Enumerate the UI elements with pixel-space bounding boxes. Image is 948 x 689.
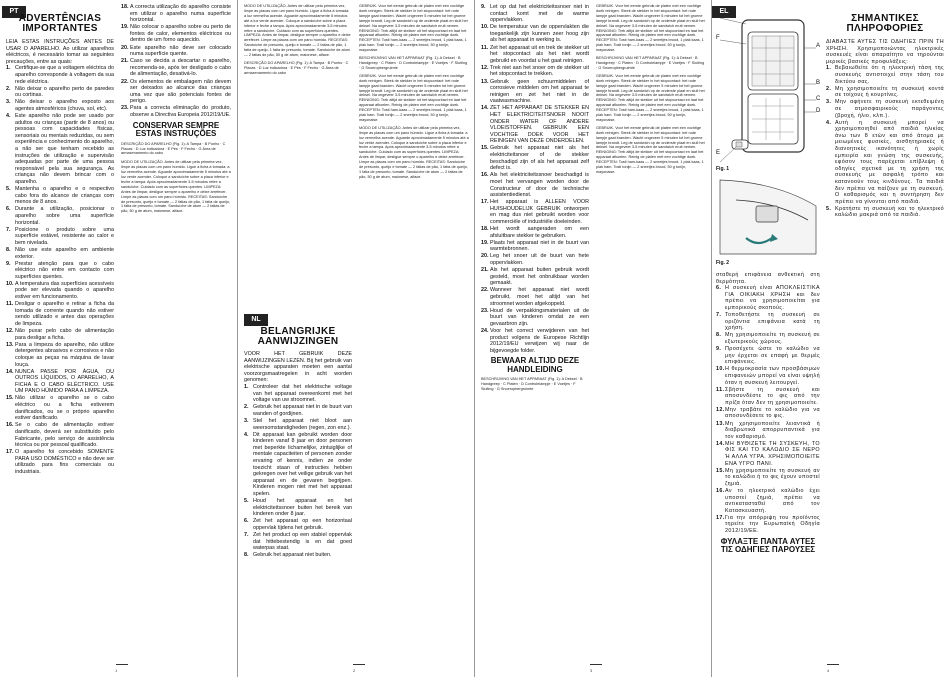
item-number: 24. (481, 328, 489, 334)
item-number: 13. (6, 341, 14, 348)
list-item (6, 247, 114, 260)
warnings-list (826, 65, 944, 219)
list-item (481, 24, 589, 44)
list-item (716, 285, 820, 311)
item-text: Este aparelho não deve ser colocado numa superfície quente. (130, 44, 231, 58)
list-item (716, 468, 820, 488)
callout-a: A (816, 43, 821, 49)
list-item (481, 172, 589, 198)
usage-text-3: MODO DE UTILIZAÇÃO. Antes de utilizar pela primeira vez, limpe as placas com um pano húmido. Ligue a ficha à tomada: a luz vermelha acende. Aguarde aproximadamente 5 minutos até a luz verde acender. Coloque a sanduíche sobre a placa inferior e feche a tampa. Após aproximadamente 3-5 minutos retire a sanduíche. Cuidado com as superfícies quentes. LIMPEZA: Antes de limpar, desligue sempre o aparelho e deixe arrefecer. Limpe as placas com um pano húmido. RECEITAS: Sanduíche de presunto, queijo e tomate — 2 fatias de pão, 1 fatia de queijo, 1 fatia de presunto, tomate. Sanduíche de atum — 2 fatias de pão, 50 g de atum, maionese, alface. (359, 125, 469, 179)
item-number: 5. (244, 498, 249, 505)
warnings-list-continued (121, 4, 231, 119)
item-number: 6. (6, 206, 11, 213)
item-number: 14. (6, 368, 14, 375)
item-number: 9. (481, 4, 486, 10)
list-item (481, 287, 589, 307)
item-text: Τοποθετήστε τη συσκευή σε οριζόντια επιφάνεια κατά τη χρήση. (725, 312, 820, 332)
list-item (244, 418, 352, 431)
item-text: Não deixar o aparelho exposto aos agentes atmosféricos (chuva, sol, etc). (15, 99, 114, 112)
item-number: 3. (826, 99, 832, 106)
item-text: Voor het correct verwijderen van het product volgens de Europese Richtlijn 2012/19/EU verwijzen wij naar de bijgevoegde folder. (490, 328, 589, 354)
item-text: Dit apparaat kan gebruikt worden door kinderen vanaf 8 jaar en door personen met beperkte lichamelijke, zintuiglijke of mentale capaciteiten of personen zonder ervaring of kennis, indien ze onder toezicht staan of instructies hebben gekregen over het veilige gebruik van het apparaat en de gevaren begrijpen. Kinderen mogen niet met het apparaat spelen. (253, 431, 352, 497)
page-dutch-2 (475, 0, 712, 677)
item-text: Caso se decida a descartar o aparelho, recomenda-se, após ter desligado o cabo de alimentação, desativá-lo. (130, 58, 231, 78)
list-item (244, 552, 352, 559)
item-number: 4. (244, 431, 249, 438)
figure-1-label: Fig. 1 (716, 166, 730, 172)
list-item (244, 432, 352, 498)
item-number: 21. (481, 267, 489, 274)
usage-text-4: GEBRUIK. Voor het eerste gebruik de platen met een vochtige doek reinigen. Steek de stekker in het stopcontact: het rode lampje gaat branden. Wacht ongeveer 5 minuten tot het groene lampje brandt. Leg de sandwich op de onderste plaat en sluit het deksel. Na ongeveer 3-5 minuten de sandwich eruit nemen. REINIGING: Trek altijd de stekker uit het stopcontact en laat het apparaat afkoelen. Reinig de platen met een vochtige doek. RECEPTEN: Tosti ham-kaas — 2 sneetjes brood, 1 plak kaas, 1 plak ham. Tosti tonijn — 2 sneetjes brood, 50 g tonijn, mayonaise. (596, 125, 705, 174)
item-number: 8. (244, 552, 249, 559)
item-number: 15. (481, 145, 489, 152)
description-text: BESCHRIJVING VAN HET APPARAAT (Fig. 1): A Deksel · B Handgreep · C Platen · D Controlelampje · E Voetjes · F Sluiting · G Snoeropbergruimte (481, 377, 583, 392)
list-item (716, 488, 820, 514)
nl-col-4 (596, 0, 706, 677)
callout-f: F (716, 35, 720, 41)
list-item (481, 308, 589, 328)
item-text: Zet het apparaat uit en trek de stekker uit het stopcontact als het niet wordt gebruikt en voordat u het gaat reinigen. (490, 44, 589, 64)
usage-text-2: BESCHRIJVING VAN HET APPARAAT (Fig. 1): A Deksel · B Handgreep · C Platen · D Controlelampje · E Voetjes · F Sluiting · G Snoeropbergruimte (596, 56, 705, 70)
language-tag: PT (2, 6, 26, 18)
recipe-text-2: DESCRIÇÃO DO APARELHO (Fig. 1): A Tampa · B Punho · C Placas · D Luz indicadora · E Pés · F Fecho · G Área de armazenamento do cabo (244, 60, 349, 75)
item-text: Μην τραβάτε το καλώδιο για να αποσυνδέσετε το φις. (725, 406, 820, 420)
list-item (6, 395, 114, 421)
list-item (6, 186, 114, 206)
language-tag: NL (244, 314, 268, 326)
list-item (481, 199, 589, 225)
item-text: Μη χρησιμοποιείτε τη συσκευή σε εξωτερικούς χώρους. (725, 332, 820, 345)
item-number: 12. (716, 406, 725, 413)
item-number: 3. (244, 417, 249, 424)
item-text: Não deixar o aparelho perto de paredes ou cortinas. (15, 85, 114, 99)
item-text: Para a correcta eliminação do produto, observe a Directiva Europeia 2012/19/UE. (130, 105, 231, 118)
list-item (6, 422, 114, 448)
list-item (481, 79, 589, 105)
list-item (244, 404, 352, 417)
callout-d: D (816, 108, 821, 114)
item-text: A temperatura das superfícies acessíveis pode ser elevada quando o aparelho estiver em funcionamento. (15, 280, 114, 301)
item-number: 9. (6, 260, 11, 267)
continued-text: σταθερή επιφάνεια ανθεκτική στη θερμότητα. (716, 272, 820, 285)
list-item (826, 86, 944, 99)
callout-e: E (716, 150, 721, 156)
list-item (6, 261, 114, 281)
item-text: Zet het product op een stabiel oppervlak dat hittebestendig is en dat goed waterpas staat. (253, 532, 352, 552)
warnings-list (6, 65, 114, 475)
item-text: Als het elektriciteitssnoer beschadigd is moet het vervangen worden door de Constructeur of door de technische assistentiedienst. (490, 172, 589, 199)
keep-instructions: CONSERVAR SEMPRE ESTAS INSTRUÇÕES (132, 120, 220, 139)
usage-text-2: GEBRUIK. Voor het eerste gebruik de platen met een vochtige doek reinigen. Steek de stekker in het stopcontact: het rode lampje gaat branden. Wacht ongeveer 5 minuten tot het groene lampje brandt. Leg de sandwich op de onderste plaat en sluit het deksel. Na ongeveer 3-5 minuten de sandwich eruit nemen. REINIGING: Trek altijd de stekker uit het stopcontact en laat het apparaat afkoelen. Reinig de platen met een vochtige doek. RECEPTEN: Tosti ham-kaas — 2 sneetjes brood, 1 plak kaas, 1 plak ham. Tosti tonijn — 2 sneetjes brood, 50 g tonijn, mayonaise. (359, 73, 468, 122)
page-title: ΣΗΜΑΝΤΙΚΕΣ ΠΛΗΡΟΦΟΡΙΕΣ (846, 13, 924, 34)
intro-text: VOOR HET GEBRUIK DEZE AANWIJZINGEN LEZEN. Bij het gebruik van elektrische apparaten moeten een aantal voorzorgsmaatregelen in acht worden genomen: (244, 351, 352, 384)
figure-column (712, 0, 822, 677)
item-number: 8. (6, 246, 11, 253)
list-item (6, 342, 114, 368)
list-item (481, 240, 589, 253)
item-text: Não use este aparelho em ambiente exterior. (15, 246, 114, 260)
figure-2-label: Fig. 2 (716, 260, 730, 266)
item-number: 21. (121, 58, 129, 65)
usage-text: GEBRUIK. Voor het eerste gebruik de platen met een vochtige doek reinigen. Steek de stekker in het stopcontact: het rode lampje gaat branden. Wacht ongeveer 5 minuten tot het groene lampje brandt. Leg de sandwich op de onderste plaat en sluit het deksel. Na ongeveer 3-5 minuten de sandwich eruit nemen. REINIGING: Trek altijd de stekker uit het stopcontact en laat het apparaat afkoelen. Reinig de platen met een vochtige doek. RECEPTEN: Tosti ham-kaas — 2 sneetjes brood, 1 plak kaas, 1 plak ham. Tosti tonijn — 2 sneetjes brood, 50 g tonijn, mayonaise. (596, 4, 705, 53)
item-text: Het apparaat is ALLEEN VOOR HUISHOUDELIJK GEBRUIK ontworpen en mag dus niet gebruikt worden voor commerciële of industriële doeleinden. (490, 199, 589, 225)
item-number: 3. (6, 99, 11, 106)
item-text: Houd het apparaat en het elektriciteitssnoer buiten het bereik van kinderen onder 8 jaar. (253, 498, 352, 518)
item-text: Μη χρησιμοποιείτε τη συσκευή αν το καλώδιο ή το φις έχουν υποστεί ζημιά. (725, 467, 820, 487)
language-tag-el: EL (712, 6, 736, 18)
warnings-list-continued (481, 4, 589, 354)
item-text: Não colocar o aparelho sobre ou perto de fontes de calor, elementos eléctricos ou dentro de um forno aquecido. (130, 24, 231, 44)
item-text: Let op dat het elektriciteitssnoer niet in contact komt met de warme oppervlakken. (490, 4, 589, 24)
list-item (244, 498, 352, 518)
item-number: 6. (716, 285, 722, 292)
item-text: Gebruik het apparaat niet buiten. (253, 552, 332, 559)
item-number: 12. (481, 64, 489, 71)
item-number: 15. (716, 467, 725, 474)
keep-instructions: BEWAAR ALTIJD DEZE HANDLEIDING (490, 356, 580, 374)
item-number: 19. (481, 239, 489, 246)
item-number: 1. (6, 65, 11, 72)
item-text: Als het apparaat buiten gebruik wordt gesteld, moet het onbruikbaar worden gemaakt. (490, 267, 589, 287)
item-number: 2. (6, 85, 11, 92)
list-item (481, 65, 589, 78)
item-text: Μην αφήνετε τη συσκευή εκτεθειμένη σε ατμοσφαιρικούς παράγοντες (βροχή, ήλιο, κλπ.). (835, 99, 944, 119)
item-number: 12. (6, 328, 14, 335)
item-text: Houd de verpakkingsmaterialen uit de buurt van kinderen omdat ze een gevaarbron zijn. (490, 307, 589, 327)
list-item (6, 328, 114, 341)
item-text: Durante a utilização, posicionar o aparelho sobre uma superfície horizontal. (15, 206, 114, 226)
list-item (826, 120, 944, 206)
page-number: 2 (353, 668, 356, 673)
item-number: 18. (481, 226, 489, 233)
item-text: Η συσκευή είναι ΑΠΟΚΛΕΙΣΤΙΚΑ ΓΙΑ ΟΙΚΙΑΚΗ ΧΡΗΣΗ και δεν πρέπει να χρησιμοποιείται για εμπορικούς σκοπούς. (725, 285, 820, 311)
list-item (121, 4, 231, 24)
list-item (6, 301, 114, 327)
fold-mark (827, 664, 839, 665)
item-text: Κρατήστε τη συσκευή και το ηλεκτρικό καλώδιο μακριά από τα παιδιά. (835, 205, 944, 219)
list-item (481, 105, 589, 145)
item-text: Trek niet aan het snoer om de stekker uit het stopcontact te trekken. (490, 64, 589, 78)
item-text: Os elementos de embalagem não devem ser deixados ao alcance das crianças uma vez que são potenciais fontes de perigo. (130, 78, 231, 105)
sandwich-maker-figure (716, 14, 820, 164)
latch-figure (716, 176, 820, 258)
item-text: Σβήστε τη συσκευή και αποσυνδέστε το φις από την πρίζα όταν δεν τη χρησιμοποιείτε. (725, 386, 820, 406)
list-item (481, 145, 589, 171)
appliance-description: DESCRIÇÃO DO APARELHO (Fig. 1): A Tampa · B Punho · C Placas · D Luz indicadora · E Pés · F Fecho · G Área de armazenamento do cabo (121, 141, 226, 156)
list-item (481, 328, 589, 354)
list-item (481, 4, 589, 24)
item-number: 7. (6, 226, 11, 233)
item-text: Mantenha o aparelho e o respectivo cabo fora do alcance de crianças com menos de 8 anos. (15, 186, 114, 206)
item-number: 1. (826, 65, 832, 72)
list-item (481, 253, 589, 266)
item-number: 16. (716, 488, 725, 494)
item-number: 4. (6, 113, 11, 120)
list-item (244, 532, 352, 552)
usage-text: GEBRUIK. Voor het eerste gebruik de platen met een vochtige doek reinigen. Steek de stekker in het stopcontact: het rode lampje gaat branden. Wacht ongeveer 5 minuten tot het groene lampje brandt. Leg de sandwich op de onderste plaat en sluit het deksel. Na ongeveer 3-5 minuten de sandwich eruit nemen. REINIGING: Trek altijd de stekker uit het stopcontact en laat het apparaat afkoelen. Reinig de platen met een vochtige doek. RECEPTEN: Tosti ham-kaas — 2 sneetjes brood, 1 plak kaas, 1 plak ham. Tosti tonijn — 2 sneetjes brood, 50 g tonijn, mayonaise. (359, 4, 468, 53)
recipe-text: MODO DE UTILIZAÇÃO. Antes de utilizar pela primeira vez, limpe as placas com um pano húmido. Ligue a ficha à tomada: a luz vermelha acende. Aguarde aproximadamente 5 minutos até a luz verde acender. Coloque a sanduíche sobre a placa inferior e feche a tampa. Após aproximadamente 3-5 minutos retire a sanduíche. Cuidado com as superfícies quentes. LIMPEZA: Antes de limpar, desligue sempre o aparelho e deixe arrefecer. Limpe as placas com um pano húmido. RECEITAS: Sanduíche de presunto, queijo e tomate — 2 fatias de pão, 1 fatia de queijo, 1 fatia de presunto, tomate. Sanduíche de atum — 2 fatias de pão, 50 g de atum, maionese, alface. (244, 4, 351, 58)
list-item (826, 99, 944, 119)
item-number: 13. (481, 78, 489, 85)
item-number: 7. (716, 312, 722, 319)
item-text: ΜΗ ΒΥΘΙΖΕΤΕ ΤΗ ΣΥΣΚΕΥΗ, ΤΟ ΦΙΣ ΚΑΙ ΤΟ ΚΑΛΩΔΙΟ ΣΕ ΝΕΡΟ Ή ΑΛΛΑ ΥΓΡΑ. ΧΡΗΣΙΜΟΠΟΙΕΙΤΕ ΕΝΑ ΥΓΡΟ ΠΑΝΙ. (725, 440, 820, 467)
list-item (6, 227, 114, 247)
callout-b: B (816, 80, 821, 86)
pt-col-1 (6, 12, 114, 689)
item-number: 2. (244, 404, 249, 411)
usage-text: MODO DE UTILIZAÇÃO. Antes de utilizar pela primeira vez, limpe as placas com um pano húmido. Ligue a ficha à tomada: a luz vermelha acende. Aguarde aproximadamente 5 minutos até a luz verde acender. Coloque a sanduíche sobre a placa inferior e feche a tampa. Após aproximadamente 3-5 minutos retire a sanduíche. Cuidado com as superfícies quentes. LIMPEZA: Antes de limpar, desligue sempre o aparelho e deixe arrefecer. Limpe as placas com um pano húmido. RECEITAS: Sanduíche de presunto, queijo e tomate — 2 fatias de pão, 1 fatia de queijo, 1 fatia de presunto, tomate. Sanduíche de atum — 2 fatias de pão, 50 g de atum, maionese, alface. (121, 160, 231, 214)
item-text: Para a limpeza do aparelho, não utilize detergentes abrasivos e corrosivos e não coloque as peças na máquina de lavar louça. (15, 341, 114, 368)
item-text: Leg het snoer uit de buurt van hete oppervlakken. (490, 253, 589, 267)
item-text: Αν το ηλεκτρικό καλώδιο έχει υποστεί ζημιά, πρέπει να αντικατασταθεί από τον Κατασκευαστή. (725, 488, 820, 514)
item-number: 19. (121, 24, 129, 31)
list-item (481, 226, 589, 239)
item-text: Για την απόρριψη του προϊόντος τηρείτε την Ευρωπαϊκή Οδηγία 2012/19/ΕΕ. (725, 514, 820, 535)
item-text: Wanneer het apparaat niet wordt gebruikt, moet het altijd van het stroomnet worden afgekoppeld. (490, 287, 589, 307)
item-number: 23. (481, 307, 489, 314)
item-number: 18. (121, 4, 129, 10)
item-text: Gebruik het apparaat niet in de buurt van wanden of gordijnen. (253, 404, 352, 417)
page-number: 4 (827, 668, 830, 673)
item-text: Stel het apparaat niet bloot aan weersomstandigheden (regen, zon enz.). (253, 417, 352, 431)
list-item (6, 369, 114, 395)
item-number: 20. (121, 44, 129, 51)
list-item (121, 79, 231, 105)
list-item (716, 346, 820, 366)
item-text: A correcta utilização do aparelho consiste em utilizar o aparelho numa superfície horizontal. (130, 4, 231, 24)
item-number: 7. (244, 532, 249, 539)
item-text: Prestar atenção para que o cabo eléctrico não entre em contacto com superfícies quentes. (15, 260, 114, 280)
list-item (6, 86, 114, 99)
keep-instructions: ΦΥΛΑΞΤΕ ΠΑΝΤΑ ΑΥΤΕΣ ΤΙΣ ΟΔΗΓΙΕΣ ΠΑΡΟΥΣΕΣ (720, 536, 816, 555)
item-text: Η θερμοκρασία των προσβάσιμων επιφανειών μπορεί να είναι υψηλή όταν η συσκευή λειτουργεί. (725, 366, 820, 386)
item-text: Não puxar pelo cabo de alimentação para desligar a ficha. (15, 328, 114, 341)
item-number: 14. (481, 105, 489, 112)
usage-text-3: GEBRUIK. Voor het eerste gebruik de platen met een vochtige doek reinigen. Steek de stekker in het stopcontact: het rode lampje gaat branden. Wacht ongeveer 5 minuten tot het groene lampje brandt. Leg de sandwich op de onderste plaat en sluit het deksel. Na ongeveer 3-5 minuten de sandwich eruit nemen. REINIGING: Trek altijd de stekker uit het stopcontact en laat het apparaat afkoelen. Reinig de platen met een vochtige doek. RECEPTEN: Tosti ham-kaas — 2 sneetjes brood, 1 plak kaas, 1 plak ham. Tosti tonijn — 2 sneetjes brood, 50 g tonijn, mayonaise. (596, 73, 705, 122)
item-number: 23. (121, 105, 129, 112)
list-item (6, 65, 114, 85)
list-item (716, 387, 820, 407)
item-text: Posicione o produto sobre uma superfície estável, resistente ao calor e bem nivelada. (15, 226, 114, 246)
item-number: 22. (481, 287, 489, 294)
list-item (716, 441, 820, 467)
description-text: BESCHRIJVING VAN HET APPARAAT (Fig. 1): A Deksel · B Handgreep · C Platen · D Controlelampje · E Voetjes · F Sluiting · G Snoeropbergruimte (359, 56, 468, 70)
page-number: 3 (590, 668, 593, 673)
item-number: 16. (6, 422, 14, 429)
page-number: 1 (115, 668, 118, 673)
item-number: 17. (481, 199, 489, 206)
fold-mark (353, 664, 365, 665)
item-number: 17. (716, 514, 725, 521)
item-text: Προσέχετε ώστε το καλώδιο να μην έρχεται σε επαφή με θερμές επιφάνειες. (725, 346, 820, 366)
intro-text: LEIA ESTAS INSTRUÇÕES ANTES DE USAR O APARELHO. Ao utilizar aparelhos eléctricos, é necessário tomar as seguintes precauções, entre as quais: (6, 39, 114, 65)
list-item (6, 113, 114, 186)
item-text: Não utilizar o aparelho se o cabo eléctrico ou a ficha estiverem danificados, ou se o próprio aparelho estiver danificado. (15, 395, 114, 422)
list-item (121, 45, 231, 58)
list-item (121, 105, 231, 118)
intro-text: ΔΙΑΒΑΣΤΕ ΑΥΤΕΣ ΤΙΣ ΟΔΗΓΙΕΣ ΠΡΙΝ ΤΗ ΧΡΗΣΗ. Χρησιμοποιώντας ηλεκτρικές συσκευές είναι απαραίτητο να τηρούνται μερικές βασικές προφυλάξεις: (826, 39, 944, 65)
nl-col-3 (481, 0, 589, 677)
list-item (716, 407, 820, 420)
item-number: 14. (716, 440, 725, 447)
page-greek (712, 0, 948, 677)
item-text: ZET HET APPARAAT DE STEKKER EN HET ELEKTRICITEITSNOER NOOIT ONDER WATER OF ANDERE VLOEISTOFFEN. GEBRUIK EEN VOCHTIGE DOEK VOOR HET REINIGEN VAN DEZE ONDERDELEN. (490, 105, 589, 145)
list-item (716, 332, 820, 345)
item-text: Desligar o aparelho e retirar a ficha da tomada de corrente quando não estiver sendo utilizado e antes das operações de limpeza. (15, 301, 114, 327)
item-text: Controleer dat het elektrische voltage van het apparaat overeenkomt met het voltage van uw stroomnet. (253, 383, 352, 404)
fold-mark (590, 664, 602, 665)
item-number: 10. (716, 366, 725, 373)
list-item (716, 515, 820, 535)
item-number: 15. (6, 395, 14, 402)
item-text: Certifique-se que a voltagem eléctrica do aparelho corresponde à voltagem da sua rede eléctrica. (15, 65, 114, 85)
item-number: 11. (6, 301, 14, 308)
item-number: 10. (6, 280, 14, 287)
fold-mark (116, 664, 128, 665)
item-number: 4. (826, 119, 832, 126)
item-text: Se o cabo de alimentação estiver danificado, deverá ser substituído pelo Fabricante, pelo serviço de assistência técnica ou por pessoal qualificado. (15, 422, 114, 449)
list-item (716, 421, 820, 441)
item-number: 17. (6, 449, 14, 456)
warnings-list (244, 384, 352, 559)
list-item (716, 312, 820, 332)
list-item (244, 384, 352, 404)
item-text: Plaats het apparaat niet in de buurt van warmtebronnen. (490, 239, 589, 253)
item-text: Βεβαιωθείτε ότι η ηλεκτρική τάση της συσκευής αντιστοιχεί στην τάση του δικτύου σας. (835, 65, 944, 85)
page-title: BELANGRIJKE AANWIJZINGEN (257, 326, 339, 347)
list-item (6, 449, 114, 475)
list-item (826, 65, 944, 85)
list-item (6, 99, 114, 112)
list-item (121, 24, 231, 44)
page-title: ADVERTÊNCIAS IMPORTANTES (18, 13, 102, 34)
item-text: De temperatuur van de oppervlakten die toegankelijk zijn kunnen zeer hoog zijn als het apparaat in werking is. (490, 24, 589, 44)
item-number: 9. (716, 346, 722, 353)
item-number: 13. (716, 420, 725, 427)
item-text: O aparelho foi concebido SOMENTE PARA USO DOMÉSTICO e não deve ser utilizado para fins comerciais ou industriais. (15, 449, 114, 475)
page-portuguese (0, 0, 237, 677)
item-number: 1. (244, 383, 249, 390)
item-number: 5. (826, 205, 832, 212)
list-item (121, 58, 231, 78)
list-item (6, 206, 114, 226)
item-number: 8. (716, 332, 722, 339)
list-item (481, 267, 589, 287)
nl-col-2 (359, 0, 469, 677)
item-text: Gebruik geen schuurmiddelen of corrosieve middelen om het apparaat te reinigen en zet het niet in de vaatwasmachine. (490, 78, 589, 105)
item-text: Μη χρησιμοποιείτε λειαντικά ή διαβρωτικά απορρυπαντικά για τον καθαρισμό. (725, 420, 820, 440)
callout-c: C (816, 96, 821, 102)
item-text: Este aparelho não pode ser usado por adultos ou crianças (partir de 8 anos) ou pessoas com capacidades físicas, sensoriais ou mentais reduzidas, ou sem experiência e conhecimento do aparelho, a não ser que tenham recebido as instruções de utilização e supervisão adequadas por parte de uma pessoa responsável pela sua segurança. As crianças não devem brincar com o aparelho. (15, 113, 114, 185)
item-number: 16. (481, 172, 489, 179)
page-dutch-1 (238, 0, 475, 677)
item-text: Αυτή η συσκευή μπορεί να χρησιμοποιηθεί από παιδιά ηλικίας άνω των 8 ετών και από άτομα με μειωμένες φυσικές, αισθητηριακές ή διανοητικές ικανότητες ή χωρίς εμπειρία και γνώση της συσκευής, εφόσον τους παρέχεται επίβλεψη ή οδηγίες σχετικά με τη χρήση της συσκευής με ασφαλή τρόπο και κατανοούν τους κινδύνους. Τα παιδιά δεν πρέπει να παίζουν με τη συσκευή. Ο καθαρισμός και η συντήρηση δεν πρέπει να γίνονται από παιδιά. (835, 119, 944, 205)
item-number: 20. (481, 253, 489, 260)
item-text: Μη χρησιμοποιείτε τη συσκευή κοντά σε τοίχους ή κουρτίνες. (835, 85, 944, 99)
warnings-list-continued (716, 285, 820, 534)
pt-col-2 (121, 0, 231, 677)
list-item (481, 45, 589, 65)
list-item (6, 281, 114, 301)
item-number: 11. (481, 44, 489, 51)
item-number: 2. (826, 85, 832, 92)
nl-col-1 (244, 0, 352, 677)
item-text: Het wordt aangeraden om een afsluitbare stekker te gebruiken. (490, 226, 589, 239)
list-item (826, 206, 944, 219)
item-number: 22. (121, 78, 129, 85)
item-number: 5. (6, 186, 11, 193)
list-item (244, 518, 352, 531)
item-number: 6. (244, 518, 249, 525)
item-text: NUNCA PASSE POR ÁGUA, OU OUTROS LÍQUIDOS, O APARELHO, A FICHA E O CABO ELÉCTRICO. USE UM PANO HÚMIDO PARA A LIMPEZA. (15, 368, 114, 395)
item-number: 10. (481, 24, 489, 31)
list-item (716, 366, 820, 386)
item-number: 11. (716, 386, 725, 393)
item-text: Zet het apparaat op een horizontaal oppervlak tijdens het gebruik. (253, 518, 352, 531)
item-text: Gebruik het apparaat niet als het elektriciteitsnoer of de stekker beschadigd zijn of als het apparaat zelf defect is. (490, 145, 589, 172)
